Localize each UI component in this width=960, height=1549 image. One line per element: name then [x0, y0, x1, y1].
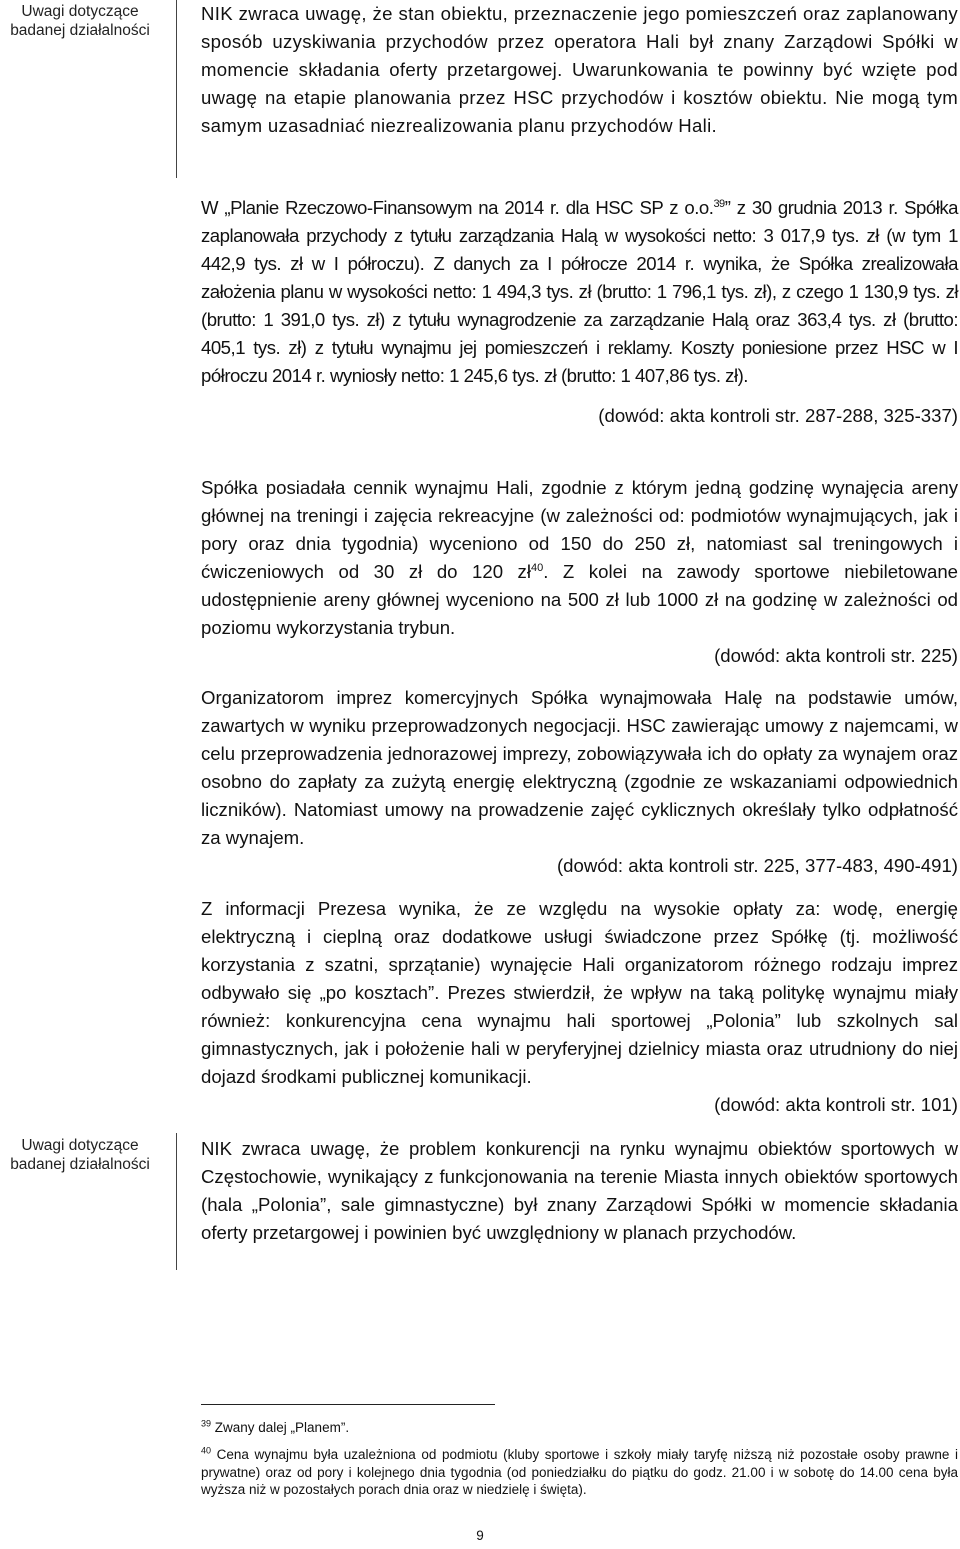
- evidence-note-1: (dowód: akta kontroli str. 287-288, 325-337): [598, 405, 958, 426]
- footnote-40: [201, 1446, 958, 1499]
- evidence-note-3: (dowód: akta kontroli str. 225, 377-483, 490-491): [556, 855, 958, 876]
- paragraph-plan-revenue: [201, 194, 958, 390]
- paragraph-nik-remark-1: NIK zwraca uwagę, że stan obiektu, przeznaczenie jego pomieszczeń oraz zaplanowany sposób uzyskiwania przychodów przez operatora Hali był znany Zarządowi Spółki w momencie składania oferty przetargowej. Uwarunkowania te powinny być wzięte pod uwagę na etapie planowania przez HSC przychodów i kosztów obiektu. Nie mogą tym samym uzasadniać niezrealizowania planu przychodów Hali.: [201, 3, 958, 136]
- paragraph-plan-text-b: ” z 30 grudnia 2013 r. Spółka zaplanowała przychody z tytułu zarządzania Halą w wysokości netto: 3 017,9 tys. zł (w tym 1 442,9 tys. zł w I półroczu). Z danych za I półrocze 2014 r. wynika, że Spółka zrealizowała założenia planu w wysokości netto: 1 494,3 tys. zł (brutto: 1 796,1 tys. zł), z czego 1 130,9 tys. zł (brutto: 1 391,0 tys. zł) z tytułu wynagrodzenie za zarządzanie Halą oraz 363,4 tys. zł (brutto: 405,1 tys. zł) z tytułu wynajmu jej pomieszczeń i reklamy. Koszty poniesione przez HSC w I półroczu 2014 r. wyniosły netto: 1 245,6 tys. zł (brutto: 1 407,86 tys. zł).: [201, 197, 959, 386]
- paragraph-block-6: [201, 1135, 958, 1247]
- paragraph-block-2: [201, 194, 958, 430]
- evidence-note-4: (dowód: akta kontroli str. 101): [714, 1094, 958, 1115]
- footnote-number: 40: [201, 1445, 212, 1456]
- evidence-note-2: (dowód: akta kontroli str. 225): [714, 645, 958, 666]
- paragraph-block-3: [201, 474, 958, 670]
- paragraph-price-text-a: Spółka posiadała cennik wynajmu Hali, zgodnie z którym jedną godzinę wynajęcia areny głównej na treningi i zajęcia rekreacyjne (w zależności od: podmiotów wynajmujących, jak i pory oraz dnia tygodnia) wyceniono od 150 do 250 zł, natomiast sal treningowych i ćwiczeniowych od 30 zł do 120 zł: [201, 477, 958, 582]
- paragraph-block-1: [201, 0, 958, 140]
- sidebar-label-bottom: Uwagi dotyczące badanej działalności: [10, 1137, 150, 1173]
- paragraph-plan-text-a: W „Planie Rzeczowo-Finansowym na 2014 r. dla HSC SP z o.o.: [201, 197, 714, 218]
- footnote-ref-40: 40: [531, 561, 544, 574]
- footnote-separator: [201, 1404, 495, 1405]
- footnote-39: [201, 1419, 958, 1437]
- paragraph-nik-remark-2: NIK zwraca uwagę, że problem konkurencji na rynku wynajmu obiektów sportowych w Częstochowie, wynikający z funkcjonowania na terenie Miasta innych obiektów sportowych (hala „Polonia”, sale gimnastyczne) był znany Zarządowi Spółki w momencie składania oferty przetargowej i powinien być uwzględniony w planach przychodów.: [201, 1138, 958, 1243]
- page-number: 9: [476, 1528, 484, 1543]
- paragraph-price-text-b: . Z kolei na zawody sportowe niebiletowane udostępnienie areny głównej wyceniono na 500 zł lub 1000 zł na godzinę w zależności od poziomu wykorzystania trybun.: [201, 561, 958, 638]
- sidebar-label-top: Uwagi dotyczące badanej działalności: [10, 3, 150, 39]
- sidebar-divider-top: [176, 0, 177, 178]
- footnote-text: Cena wynajmu była uzależniona od podmiotu (kluby sportowe i szkoły miały taryfę niższą niż pozostałe osoby prawne i prywatne) oraz od pory i kolejnego dnia tygodnia (od poniedziałku do piątku do godz. 21.00 i w sobotę do 14.00 cena była wyższa niż w pozostałych porach dnia oraz w niedzielę i święta).: [201, 1447, 958, 1497]
- paragraph-block-4: [201, 684, 958, 880]
- sidebar-divider-bottom: [176, 1133, 177, 1270]
- paragraph-president-info: Z informacji Prezesa wynika, że ze względu na wysokie opłaty za: wodę, energię elektryczną i cieplną oraz dodatkowe usługi świadczone przez Spółkę (tj. możliwość korzystania z szatni, sprzątanie) wynajęcie Hali organizatorom różnego rodzaju imprez odbywało się „po kosztach”. Prezes stwierdził, że wpływ na taką politykę wynajmu miały również: konkurencyjna cena wynajmu hali sportowej „Polonia” lub szkolnych sal gimnastycznych, jak i położenie hali w peryferyjnej dzielnicy miasta oraz utrudniony do niej dojazd środkami publicznej komunikacji.: [201, 898, 958, 1087]
- footnote-number: 39: [201, 1418, 212, 1429]
- paragraph-price-list: [201, 474, 958, 642]
- footnote-text: Zwany dalej „Planem”.: [211, 1420, 350, 1435]
- paragraph-block-5: [201, 895, 958, 1119]
- footnote-ref-39: 39: [713, 197, 725, 210]
- paragraph-commercial-events: Organizatorom imprez komercyjnych Spółka wynajmowała Halę na podstawie umów, zawartych w wyniku przeprowadzonych negocjacji. HSC zawierając umowy z najemcami, w celu przeprowadzenia jednorazowej imprezy, zobowiązywała ich do opłaty za wynajem oraz osobno do zapłaty za zużytą energię elektryczną (zgodnie ze wskazaniami odpowiednich liczników). Natomiast umowy na prowadzenie zajęć cyklicznych określały tylko odpłatność za wynajem.: [201, 687, 958, 848]
